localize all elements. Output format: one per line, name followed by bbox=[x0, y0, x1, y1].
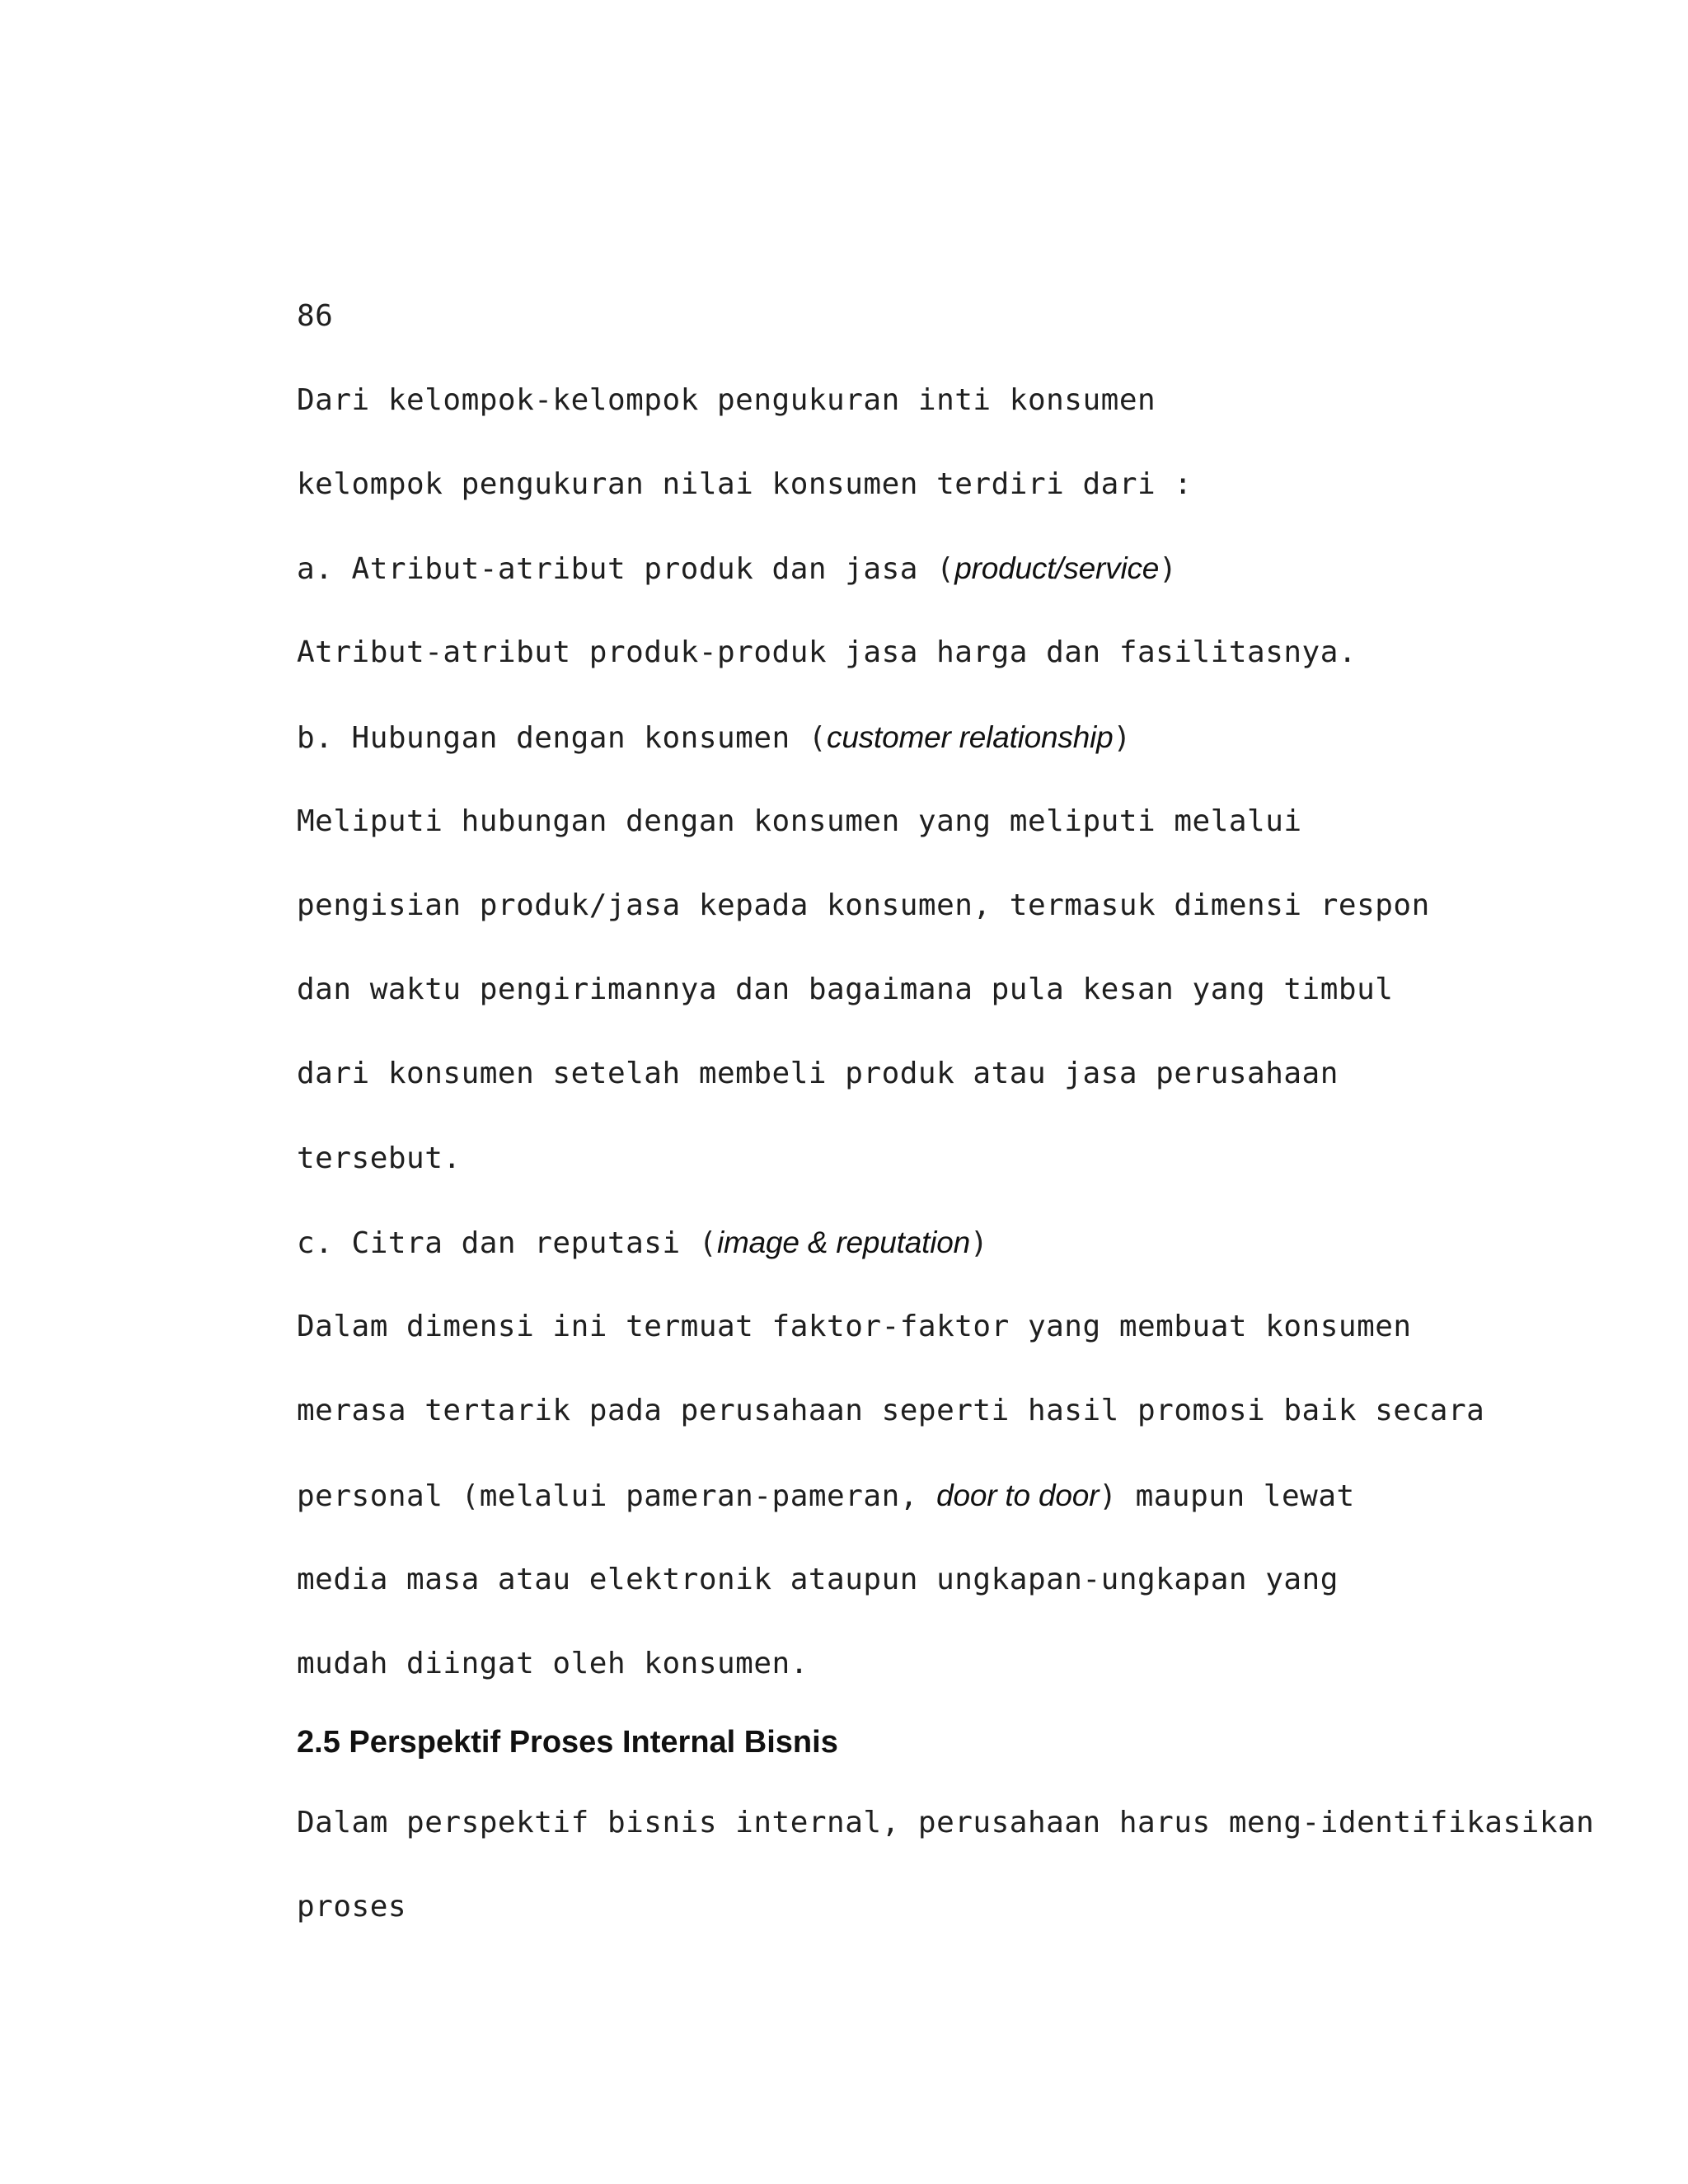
paragraph-text: personal (melalui pameran-pameran, bbox=[297, 1479, 937, 1513]
italic-term: door to door bbox=[936, 1479, 1100, 1512]
italic-term: customer relationship bbox=[827, 720, 1114, 754]
page-number: 86 bbox=[297, 299, 334, 333]
list-item-text: ) bbox=[969, 1226, 989, 1260]
paragraph-line: mudah diingat oleh konsumen. bbox=[297, 1647, 809, 1680]
italic-term: image & reputation bbox=[717, 1226, 970, 1259]
paragraph-line: Atribut-atribut produk-produk jasa harga dan fasilitasnya. bbox=[297, 635, 1357, 669]
list-item-c bbox=[297, 1225, 988, 1262]
paragraph-text: ) maupun lewat bbox=[1099, 1479, 1355, 1513]
list-item-a bbox=[297, 551, 1177, 588]
paragraph-line: tersebut. bbox=[297, 1141, 462, 1175]
paragraph-line: Dalam dimensi ini termuat faktor-faktor yang membuat konsumen bbox=[297, 1310, 1412, 1343]
paragraph-line: kelompok pengukuran nilai konsumen terdiri dari : bbox=[297, 467, 1193, 501]
italic-term: product/service bbox=[954, 551, 1160, 585]
paragraph-line: Meliputi hubungan dengan konsumen yang meliputi melalui bbox=[297, 804, 1302, 838]
paragraph-line: Dalam perspektif bisnis internal, perusahaan harus meng-identifikasikan bbox=[297, 1806, 1595, 1840]
list-item-text: a. Atribut-atribut produk dan jasa ( bbox=[297, 552, 955, 586]
paragraph-line: Dari kelompok-kelompok pengukuran inti konsumen bbox=[297, 383, 1156, 417]
list-item-text: ) bbox=[1159, 552, 1178, 586]
list-item-text: c. Citra dan reputasi ( bbox=[297, 1226, 717, 1260]
paragraph-line: dari konsumen setelah membeli produk atau jasa perusahaan bbox=[297, 1057, 1339, 1090]
paragraph-line: dan waktu pengirimannya dan bagaimana pula kesan yang timbul bbox=[297, 972, 1394, 1006]
paragraph-line: proses bbox=[297, 1890, 407, 1924]
paragraph-line: pengisian produk/jasa kepada konsumen, termasuk dimensi respon bbox=[297, 888, 1430, 922]
section-heading: 2.5 Perspektif Proses Internal Bisnis bbox=[297, 1725, 838, 1760]
paragraph-line: media masa atau elektronik ataupun ungkapan-ungkapan yang bbox=[297, 1563, 1339, 1596]
list-item-text: ) bbox=[1113, 721, 1132, 755]
list-item-text: b. Hubungan dengan konsumen ( bbox=[297, 721, 828, 755]
paragraph-line bbox=[297, 1478, 1355, 1515]
paragraph-line: merasa tertarik pada perusahaan seperti hasil promosi baik secara bbox=[297, 1394, 1485, 1427]
list-item-b bbox=[297, 719, 1132, 757]
